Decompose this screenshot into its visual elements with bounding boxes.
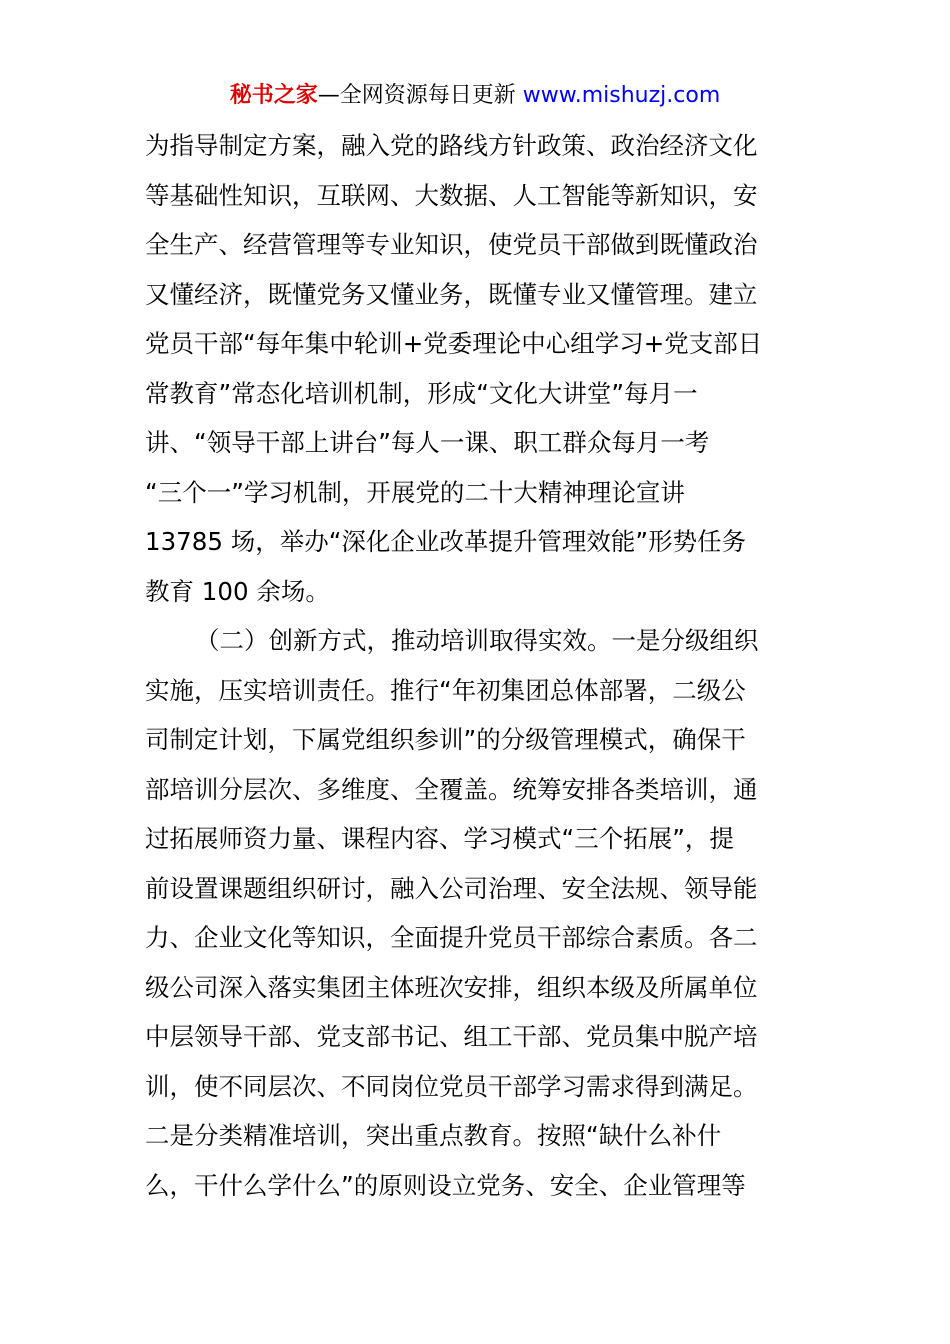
text-line: 实施，压实培训责任。推行“年初集团总体部署，二级公 (145, 675, 746, 705)
text-line: 部培训分层次、多维度、全覆盖。统筹安排各类培训，通 (145, 774, 758, 804)
text-line: 级公司深入落实集团主体班次安排，组织本级及所属单位 (145, 972, 758, 1002)
text-line: 为指导制定方案，融入党的路线方针政策、政治经济文化 (145, 131, 758, 160)
text-line: 党员干部“每年集中轮训+党委理论中心组学习+党支部日 (145, 329, 763, 358)
site-tagline: —全网资源每日更新 (317, 83, 523, 108)
text-line: 等基础性知识，互联网、大数据、人工智能等新知识，安 (145, 180, 758, 210)
text-line: 训，使不同层次、不同岗位党员干部学习需求得到满足。 (145, 1071, 758, 1101)
text-line: 常教育”常态化培训机制，形成“文化大讲堂”每月一 (145, 378, 698, 408)
text-line: 全生产、经营管理等专业知识，使党员干部做到既懂政治 (145, 230, 758, 259)
site-brand: 秘书之家 (229, 83, 318, 108)
text-line: 二是分类精准培训，突出重点教育。按照“缺什么补什 (145, 1121, 722, 1150)
text-line: 前设置课题组织研讨，融入公司治理、安全法规、领导能 (145, 873, 758, 903)
document-body (145, 121, 825, 1210)
text-line: 13785 场，举办“深化企业改革提升管理效能”形势任务 (145, 527, 747, 556)
site-url-link[interactable]: www.mishuzj.com (522, 83, 721, 108)
page-header (0, 78, 950, 114)
text-line: 又懂经济，既懂党务又懂业务，既懂专业又懂管理。建立 (145, 279, 758, 309)
paragraph-heading-line: （二）创新方式，推动培训取得实效。一是分级组织 (195, 626, 759, 655)
text-line: 教育 100 余场。 (145, 576, 330, 606)
text-line: 司制定计划，下属党组织参训”的分级管理模式，确保干 (145, 725, 746, 754)
text-line: 力、企业文化等知识，全面提升党员干部综合素质。各二 (145, 923, 758, 952)
text-line: 中层领导干部、党支部书记、组工干部、党员集中脱产培 (145, 1022, 758, 1051)
text-line: 么，干什么学什么”的原则设立党务、安全、企业管理等 (145, 1170, 746, 1200)
text-line: “三个一”学习机制，开展党的二十大精神理论宣讲 (145, 477, 685, 507)
text-line: 过拓展师资力量、课程内容、学习模式“三个拓展”，提 (145, 824, 734, 853)
text-line: 讲、“领导干部上讲台”每人一课、职工群众每月一考 (145, 428, 710, 457)
